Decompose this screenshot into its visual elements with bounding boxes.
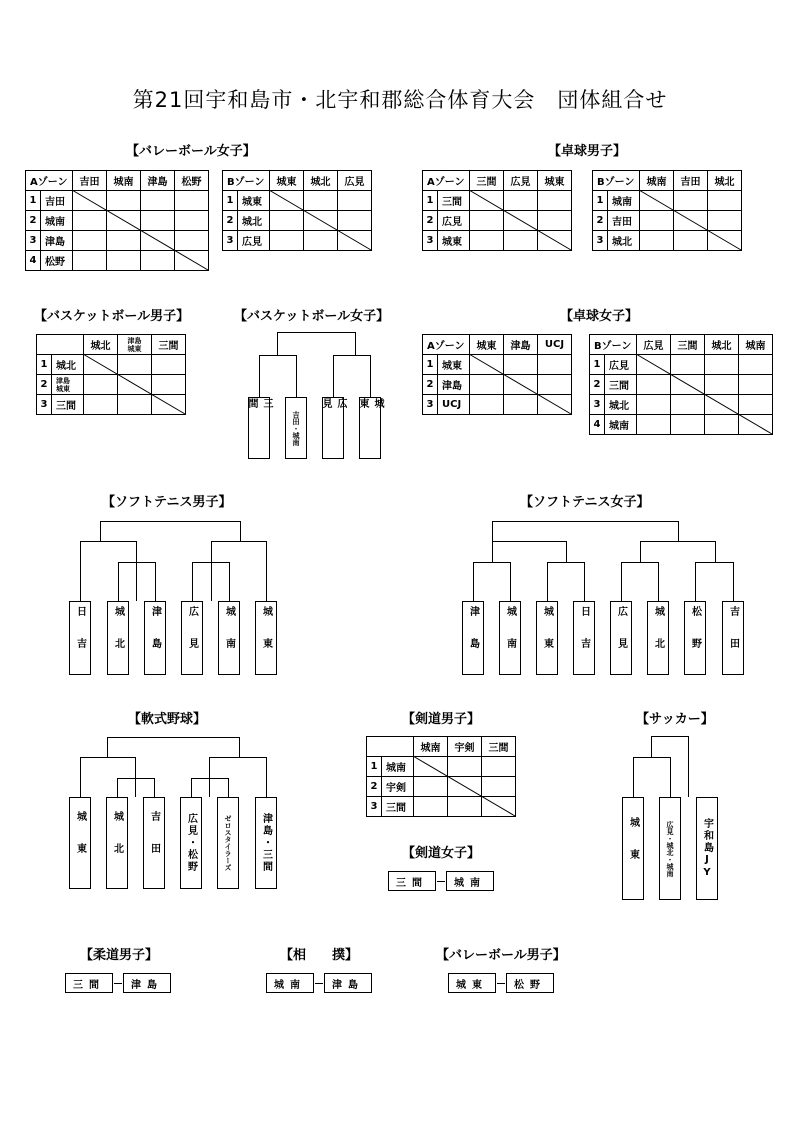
vs-dash	[114, 983, 122, 984]
header-team: 城南	[414, 737, 448, 757]
bracket-line	[80, 757, 81, 797]
team-box	[217, 797, 239, 889]
bracket-line	[621, 562, 659, 563]
sumo-heading: 【相 撲】	[280, 948, 359, 963]
bracket-line	[566, 541, 567, 562]
team-box	[322, 397, 344, 459]
header-team: 城南	[739, 335, 773, 355]
header-team: 城北	[705, 335, 739, 355]
bracket-line	[670, 757, 671, 797]
team-name: 日吉	[74, 606, 86, 670]
row-team: 広見	[238, 231, 270, 251]
team-name: 城北	[111, 811, 123, 875]
zone-a-label: Aゾーン	[423, 335, 470, 355]
bracket-line	[658, 562, 659, 601]
row-team: UCJ	[438, 395, 470, 415]
bracket-line	[715, 541, 716, 562]
team-name: 城東	[74, 811, 86, 875]
row-team: 三間	[52, 395, 84, 415]
team-box	[536, 601, 558, 675]
kendo-women-heading: 【剣道女子】	[402, 846, 481, 861]
team-name: 日吉	[578, 606, 590, 670]
team-name: 松野	[689, 606, 701, 670]
team-name: 津島・三間	[260, 813, 272, 873]
row-team: 城北	[52, 355, 84, 375]
team-box	[107, 601, 129, 675]
bracket-line	[510, 562, 511, 601]
bracket-line	[107, 737, 108, 757]
bracket-line	[118, 562, 119, 601]
bracket-line	[355, 332, 356, 355]
team-box	[69, 601, 91, 675]
team-name: 城東	[541, 606, 553, 670]
team-box	[248, 397, 270, 459]
table-tennis-men-zone-a-table: Aゾーン 三間 広見 城東 1 三間 2 広見 3 城東	[422, 170, 572, 251]
table-tennis-men-heading: 【卓球男子】	[548, 144, 627, 159]
header-team: 城北	[84, 335, 118, 355]
row-team: 広見	[605, 355, 637, 375]
bracket-line	[240, 521, 241, 541]
bracket-line	[296, 355, 297, 397]
bracket-line	[100, 521, 101, 541]
row-team: 広見	[438, 211, 470, 231]
row-team: 城東	[438, 355, 470, 375]
row-team: 城東	[438, 231, 470, 251]
bracket-line	[209, 757, 267, 758]
team-name: 城東	[627, 816, 639, 881]
team-name: 吉田・城南	[292, 410, 300, 446]
team-name: 城北	[112, 606, 124, 670]
bracket-line	[191, 778, 192, 797]
team-name: 吉田	[148, 811, 160, 875]
team-box	[69, 797, 91, 889]
team-box	[659, 797, 681, 900]
table-tennis-women-heading: 【卓球女子】	[560, 309, 639, 324]
header-team: 城北	[304, 171, 338, 191]
bracket-line	[492, 541, 567, 542]
header-team: 広見	[637, 335, 671, 355]
header-team: 吉田	[73, 171, 107, 191]
team-name: 津島	[467, 606, 479, 670]
vs-dash	[315, 983, 323, 984]
bracket-line	[117, 778, 155, 779]
team-box	[696, 797, 718, 900]
bracket-line	[80, 541, 137, 542]
kendo-men-table: 城南 宇剣 三間 1 城南 2 宇剣 3 三間	[366, 736, 516, 817]
team-name: 城北	[652, 606, 664, 670]
bracket-line	[118, 562, 156, 563]
team-name: 吉田	[727, 606, 739, 670]
bracket-line	[259, 355, 260, 397]
team-name: 広見	[186, 606, 198, 670]
header-team: 広見	[504, 171, 538, 191]
sumo-team-a: 城南	[266, 973, 314, 993]
bracket-line	[333, 355, 371, 356]
zone-b-label: Bゾーン	[593, 171, 640, 191]
soft-tennis-men-heading: 【ソフトテニス男子】	[102, 495, 232, 510]
bracket-line	[259, 355, 297, 356]
bracket-line	[492, 541, 493, 562]
table-tennis-women-zone-b-table: Bゾーン 広見 三間 城北 城南 1 広見 2 三間 3 城北 4 城南	[589, 334, 773, 435]
team-box	[684, 601, 706, 675]
row-team: 津島	[438, 375, 470, 395]
header-team: 城南	[640, 171, 674, 191]
row-team: 宇剣	[382, 777, 414, 797]
bracket-line	[640, 541, 641, 562]
row-team: 三間	[438, 191, 470, 211]
bracket-line	[333, 355, 334, 397]
bracket-line	[211, 541, 212, 601]
vs-dash	[497, 983, 505, 984]
header-team: 松野	[175, 171, 209, 191]
bracket-line	[209, 757, 210, 797]
bracket-line	[688, 736, 689, 797]
baseball-heading: 【軟式野球】	[128, 712, 207, 727]
bracket-line	[136, 541, 137, 601]
team-name: 津島	[149, 606, 161, 670]
bracket-line	[584, 562, 585, 601]
volleyball-women-heading: 【バレーボール女子】	[126, 144, 256, 159]
row-team: 三間	[382, 797, 414, 817]
team-box	[359, 397, 381, 459]
team-name: 宇和島JY	[701, 817, 713, 880]
volleyball-men-heading: 【バレーボール男子】	[436, 948, 566, 963]
bracket-line	[191, 778, 229, 779]
row-team: 城東	[238, 191, 270, 211]
team-name: 城南	[223, 606, 235, 670]
team-box	[462, 601, 484, 675]
bracket-line	[277, 332, 355, 333]
bracket-line	[155, 562, 156, 601]
row-team: 吉田	[41, 191, 73, 211]
bracket-line	[80, 541, 81, 601]
team-box	[144, 601, 166, 675]
bracket-line	[695, 562, 696, 601]
basketball-men-heading: 【バスケットボール男子】	[34, 309, 190, 324]
team-name: 城東	[357, 398, 383, 430]
team-box	[255, 601, 277, 675]
bracket-line	[621, 562, 622, 601]
team-box	[180, 797, 202, 889]
bracket-line	[117, 778, 118, 797]
bracket-line	[633, 757, 671, 758]
team-box	[106, 797, 128, 889]
row-team: 津島 城東	[52, 375, 84, 395]
bracket-line	[640, 541, 716, 542]
soft-tennis-women-heading: 【ソフトテニス女子】	[520, 495, 650, 510]
kendo-men-heading: 【剣道男子】	[402, 712, 481, 727]
team-box	[722, 601, 744, 675]
volleyball-men-team-a: 城東	[448, 973, 496, 993]
soccer-heading: 【サッカー】	[636, 712, 714, 727]
zone-a-label: Aゾーン	[26, 171, 73, 191]
header-team: 津島	[141, 171, 175, 191]
team-name: 城南	[504, 606, 516, 670]
bracket-line	[266, 757, 267, 797]
bracket-line	[651, 736, 652, 757]
bracket-line	[651, 736, 689, 737]
basketball-women-heading: 【バスケットボール女子】	[234, 309, 390, 324]
bracket-line	[733, 562, 734, 601]
header-team: 津島 城東	[118, 335, 152, 355]
judo-men-team-b: 津島	[123, 973, 171, 993]
header-team: 城東	[470, 335, 504, 355]
bracket-line	[192, 562, 193, 601]
team-box	[647, 601, 669, 675]
bracket-line	[107, 737, 240, 738]
page-title: 第21回宇和島市・北宇和郡総合体育大会 団体組合せ	[132, 88, 668, 112]
row-team: 吉田	[608, 211, 640, 231]
zone-b-label: Bゾーン	[223, 171, 270, 191]
bracket-line	[229, 562, 230, 601]
header-team: UCJ	[538, 335, 572, 355]
row-team: 津島	[41, 231, 73, 251]
bracket-line	[135, 757, 136, 797]
team-box	[573, 601, 595, 675]
team-box	[181, 601, 203, 675]
row-team: 松野	[41, 251, 73, 271]
volleyball-women-zone-a-table: Aゾーン 吉田 城南 津島 松野 1 吉田 2 城南 3 津島 4 松野	[25, 170, 209, 271]
row-team: 城南	[41, 211, 73, 231]
team-name: 広見・城北・城南	[666, 820, 674, 877]
team-name: 広見・松野	[185, 813, 197, 873]
basketball-men-table: 城北 津島 城東 三間 1 城北 2 津島 城東 3 三間	[36, 334, 186, 415]
header-team: 城東	[270, 171, 304, 191]
bracket-line	[633, 757, 634, 797]
team-box	[255, 797, 277, 889]
team-box	[610, 601, 632, 675]
row-team: 城南	[605, 415, 637, 435]
bracket-line	[211, 541, 267, 542]
team-box	[622, 797, 644, 900]
header-team: 三間	[152, 335, 186, 355]
header-team: 宇剣	[448, 737, 482, 757]
bracket-line	[370, 355, 371, 397]
volleyball-men-team-b: 松野	[506, 973, 554, 993]
header-team: 三間	[671, 335, 705, 355]
bracket-line	[492, 521, 679, 522]
zone-a-label: Aゾーン	[423, 171, 470, 191]
team-name: 三間	[246, 398, 272, 430]
header-team: 城東	[538, 171, 572, 191]
bracket-line	[695, 562, 734, 563]
header-team: 三間	[470, 171, 504, 191]
table-tennis-women-zone-a-table: Aゾーン 城東 津島 UCJ 1 城東 2 津島 3 UCJ	[422, 334, 572, 415]
bracket-line	[473, 562, 511, 563]
bracket-line	[492, 521, 493, 541]
header-team: 三間	[482, 737, 516, 757]
bracket-line	[239, 737, 240, 757]
header-team: 城南	[107, 171, 141, 191]
team-box	[499, 601, 521, 675]
bracket-line	[266, 541, 267, 601]
volleyball-women-zone-b-table: Bゾーン 城東 城北 広見 1 城東 2 城北 3 広見	[222, 170, 372, 251]
header-team: 吉田	[674, 171, 708, 191]
row-team: 城北	[608, 231, 640, 251]
bracket-line	[80, 757, 136, 758]
bracket-line	[100, 521, 241, 522]
bracket-line	[678, 521, 679, 541]
team-name: 広見	[615, 606, 627, 670]
kendo-women-team-b: 城南	[446, 871, 494, 891]
sumo-team-b: 津島	[324, 973, 372, 993]
team-box	[143, 797, 165, 889]
team-name: 広見	[320, 398, 346, 430]
team-box	[285, 397, 307, 459]
row-team: 三間	[605, 375, 637, 395]
bracket-line	[277, 332, 278, 355]
bracket-line	[192, 562, 230, 563]
bracket-line	[473, 562, 474, 601]
row-team: 城北	[605, 395, 637, 415]
zone-b-label: Bゾーン	[590, 335, 637, 355]
judo-men-team-a: 三間	[65, 973, 113, 993]
judo-men-heading: 【柔道男子】	[80, 948, 159, 963]
header-team: 城北	[708, 171, 742, 191]
header-team: 津島	[504, 335, 538, 355]
vs-dash	[437, 881, 445, 882]
team-name: 城東	[260, 606, 272, 670]
header-team: 広見	[338, 171, 372, 191]
table-tennis-men-zone-b-table: Bゾーン 城南 吉田 城北 1 城南 2 吉田 3 城北	[592, 170, 742, 251]
kendo-women-team-a: 三間	[388, 871, 436, 891]
bracket-line	[154, 778, 155, 797]
team-name: ゼロスタイラーズ	[224, 815, 232, 871]
row-team: 城北	[238, 211, 270, 231]
row-team: 城南	[608, 191, 640, 211]
bracket-line	[228, 778, 229, 797]
team-box	[218, 601, 240, 675]
bracket-line	[547, 562, 548, 601]
row-team: 城南	[382, 757, 414, 777]
bracket-line	[547, 562, 585, 563]
